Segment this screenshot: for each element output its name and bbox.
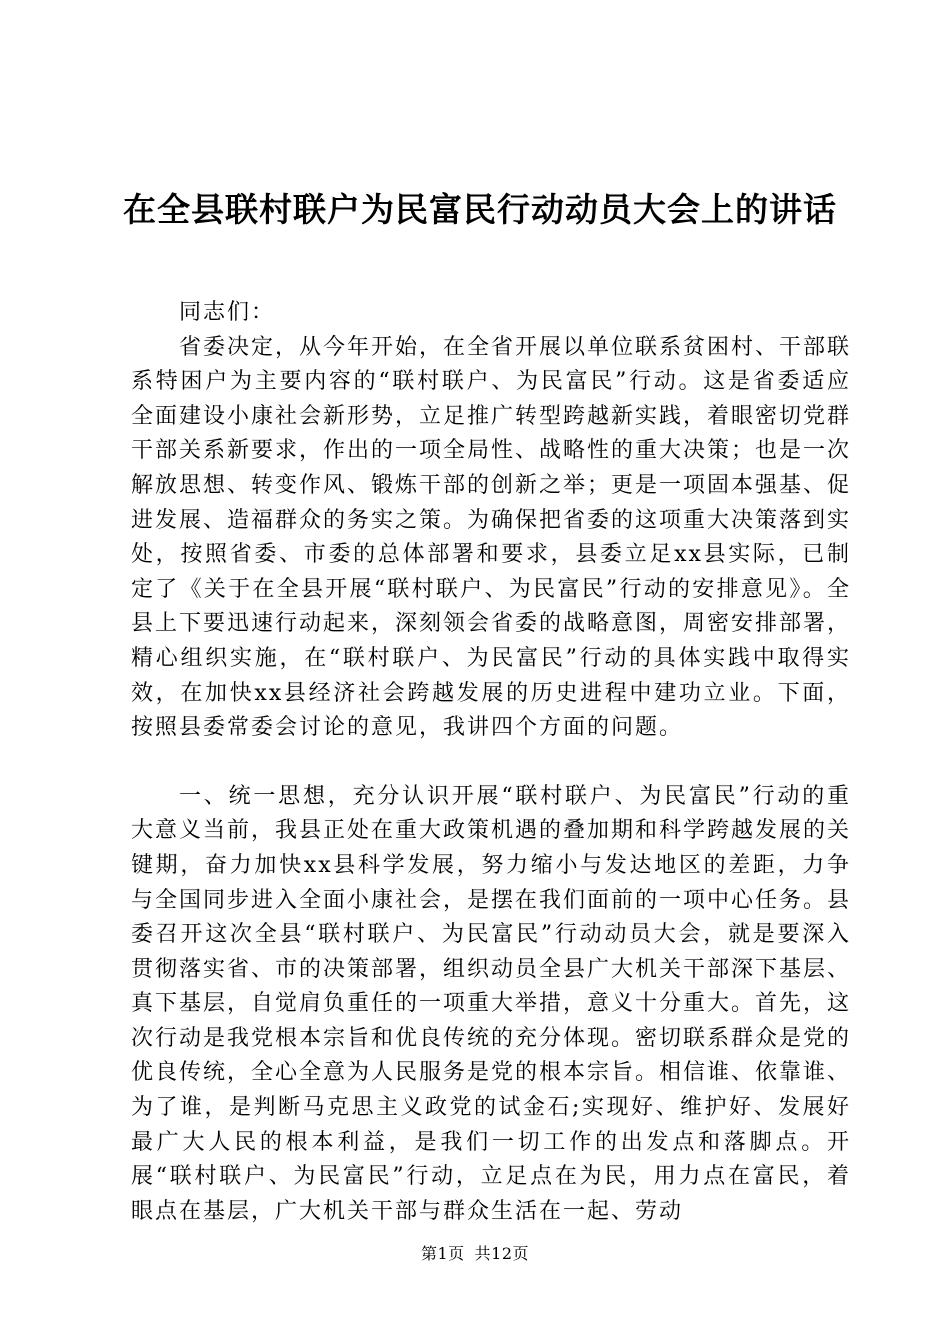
document-body [131,296,851,1229]
document-title: 在全县联村联户为民富民行动动员大会上的讲话 [123,190,837,229]
salutation: 同志们： [179,300,276,325]
page-footer [0,1244,950,1264]
page-number: 第1页 [420,1244,465,1263]
paragraph-section-one: 一、统一思想，充分认识开展“联村联户、为民富民”行动的重大意义当前，我县正处在重大政策机遇的叠加期和科学跨越发展的关键期，奋力加快xx县科学发展，努力缩小与发达地区的差距，力争与全国同步进入全面小康社会，是摆在我们面前的一项中心任务。县委召开这次全县“联村联户、为民富民”行动动员大会，就是要深入贯彻落实省、市的决策部署，组织动员全县广大机关干部深下基层、真下基层，自觉肩负重任的一项重大举措，意义十分重大。首先，这次行动是我党根本宗旨和优良传统的充分体现。密切联系群众是党的优良传统，全心全意为人民服务是党的根本宗旨。相信谁、依靠谁、为了谁，是判断马克思主义政党的试金石;实现好、维护好、发展好最广大人民的根本利益，是我们一切工作的出发点和落脚点。开展“联村联户、为民富民”行动，立足点在为民，用力点在富民，着眼点在基层，广大机关干部与群众生活在一起、劳动 [131,783,852,1224]
page-total: 共12页 [474,1244,530,1263]
paragraph-intro: 省委决定，从今年开始，在全省开展以单位联系贫困村、干部联系特困户为主要内容的“联村联户、为民富民”行动。这是省委适应全面建设小康社会新形势，立足推广转型跨越新实践，着眼密切党群干部关系新要求，作出的一项全局性、战略性的重大决策；也是一次解放思想、转变作风、锻炼干部的创新之举；更是一项固本强基、促进发展、造福群众的务实之策。为确保把省委的这项重大决策落到实处，按照省委、市委的总体部署和要求，县委立足xx县实际，已制定了《关于在全县开展“联村联户、为民富民”行动的安排意见》。全县上下要迅速行动起来，深刻领会省委的战略意图，周密安排部署，精心组织实施，在“联村联户、为民富民”行动的具体实践中取得实效，在加快xx县经济社会跨越发展的历史进程中建功立业。下面，按照县委常委会讨论的意见，我讲四个方面的问题。 [131,334,852,741]
paragraph-spacer [131,746,851,780]
